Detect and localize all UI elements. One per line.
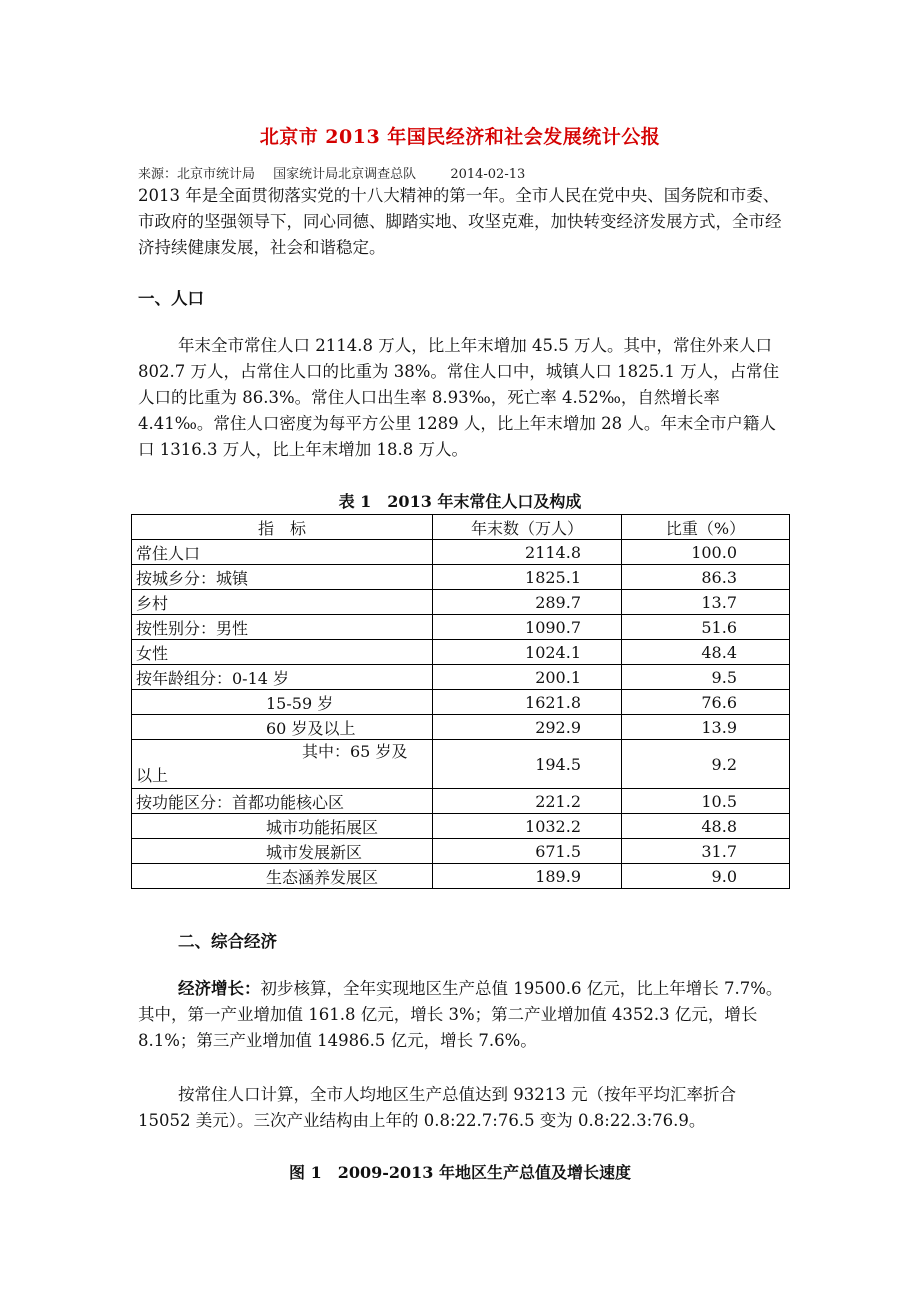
intro-paragraph: 2013 年是全面贯彻落实党的十八大精神的第一年。全市人民在党中央、国务院和市委、市政府的坚强领导下，同心同德、脚踏实地、攻坚克难，加快转变经济发展方式，全市经济持续健康发展，社会和谐稳定。 <box>138 186 782 257</box>
table-header-value: 年末数（万人） <box>433 515 622 540</box>
row-value: 1621.8 <box>433 690 622 715</box>
growth-text: 初步核算，全年实现地区生产总值 19500.6 亿元，比上年增长 7.7%。其中，第一产业增加值 161.8 亿元，增长 3%；第二产业增加值 4352.3 亿元，增长 8.1%；第三产业增加值 14986.5 亿元，增长 7.6%。 <box>138 979 783 1050</box>
row-label: 按城乡分：城镇 <box>132 565 433 590</box>
row-value: 221.2 <box>433 789 622 814</box>
row-value: 289.7 <box>433 590 622 615</box>
figure1-caption: 图 1 2009-2013 年地区生产总值及增长速度 <box>289 1163 631 1182</box>
row-label: 女性 <box>132 640 433 665</box>
row-value: 2114.8 <box>433 540 622 565</box>
row-value: 1024.1 <box>433 640 622 665</box>
row-share: 13.7 <box>622 590 790 615</box>
row-label <box>132 740 433 789</box>
publish-date: 2014-02-13 <box>450 167 526 182</box>
row-value: 671.5 <box>433 839 622 864</box>
table-row <box>132 839 790 864</box>
table-row <box>132 590 790 615</box>
row-value: 200.1 <box>433 665 622 690</box>
percapita-paragraph: 按常住人口计算，全市人均地区生产总值达到 93213 元（按年平均汇率折合 15052 美元）。三次产业结构由上年的 0.8:22.7:76.5 变为 0.8:22.3:76.9。 <box>138 1085 736 1130</box>
section-heading-population: 一、人口 <box>138 289 204 308</box>
table-row <box>132 864 790 889</box>
row-share: 31.7 <box>622 839 790 864</box>
table1-caption: 表 1 2013 年末常住人口及构成 <box>338 492 582 511</box>
table-row <box>132 615 790 640</box>
row-value: 1032.2 <box>433 814 622 839</box>
row-share: 51.6 <box>622 615 790 640</box>
row-label-line2: 以上 <box>136 766 169 785</box>
row-share: 13.9 <box>622 715 790 740</box>
table-row <box>132 640 790 665</box>
growth-paragraph <box>138 976 788 1054</box>
table-row <box>132 665 790 690</box>
row-label: 按性别分：男性 <box>132 615 433 640</box>
row-label: 15-59 岁 <box>132 690 433 715</box>
row-label: 乡村 <box>132 590 433 615</box>
row-label-line1: 其中：65 岁及 <box>302 742 408 761</box>
growth-lead: 经济增长： <box>178 979 261 998</box>
population-paragraph: 年末全市常住人口 2114.8 万人，比上年末增加 45.5 万人。其中，常住外来人口 802.7 万人，占常住人口的比重为 38%。常住人口中，城镇人口 1825.1 万人，占常住人口的比重为 86.3%。常住人口出生率 8.93‰，死亡率 4.52‰，自然增长率 4.41‰。常住人口密度为每平方公里 1289 人，比上年末增加 28 人。年末全市户籍人口 1316.3 万人，比上年末增加 18.8 万人。 <box>138 336 780 459</box>
row-share: 76.6 <box>622 690 790 715</box>
source-line <box>138 163 539 182</box>
page-title: 北京市 2013 年国民经济和社会发展统计公报 <box>259 126 661 148</box>
row-label: 城市功能拓展区 <box>132 814 433 839</box>
row-value: 194.5 <box>433 740 622 789</box>
table-row <box>132 814 790 839</box>
row-value: 189.9 <box>433 864 622 889</box>
section-heading-economy: 二、综合经济 <box>178 932 277 951</box>
row-label: 60 岁及以上 <box>132 715 433 740</box>
row-share: 9.5 <box>622 665 790 690</box>
table-row <box>132 540 790 565</box>
source-label: 来源：北京市统计局 <box>138 167 256 182</box>
row-share: 9.0 <box>622 864 790 889</box>
table-row <box>132 565 790 590</box>
row-label: 常住人口 <box>132 540 433 565</box>
row-value: 1090.7 <box>433 615 622 640</box>
row-label: 按年龄组分：0-14 岁 <box>132 665 433 690</box>
population-table <box>131 514 790 889</box>
source-org: 国家统计局北京调查总队 <box>273 167 417 182</box>
table-row <box>132 690 790 715</box>
table-header-share: 比重（%） <box>622 515 790 540</box>
table-header-indicator: 指 标 <box>132 515 433 540</box>
row-label: 城市发展新区 <box>132 839 433 864</box>
table-row <box>132 789 790 814</box>
table-row <box>132 715 790 740</box>
row-value: 1825.1 <box>433 565 622 590</box>
row-share: 100.0 <box>622 540 790 565</box>
row-share: 10.5 <box>622 789 790 814</box>
row-label: 按功能区分：首都功能核心区 <box>132 789 433 814</box>
row-share: 9.2 <box>622 740 790 789</box>
table-row <box>132 740 790 789</box>
row-value: 292.9 <box>433 715 622 740</box>
row-share: 48.4 <box>622 640 790 665</box>
row-share: 48.8 <box>622 814 790 839</box>
row-label: 生态涵养发展区 <box>132 864 433 889</box>
table-header-row <box>132 515 790 540</box>
row-share: 86.3 <box>622 565 790 590</box>
